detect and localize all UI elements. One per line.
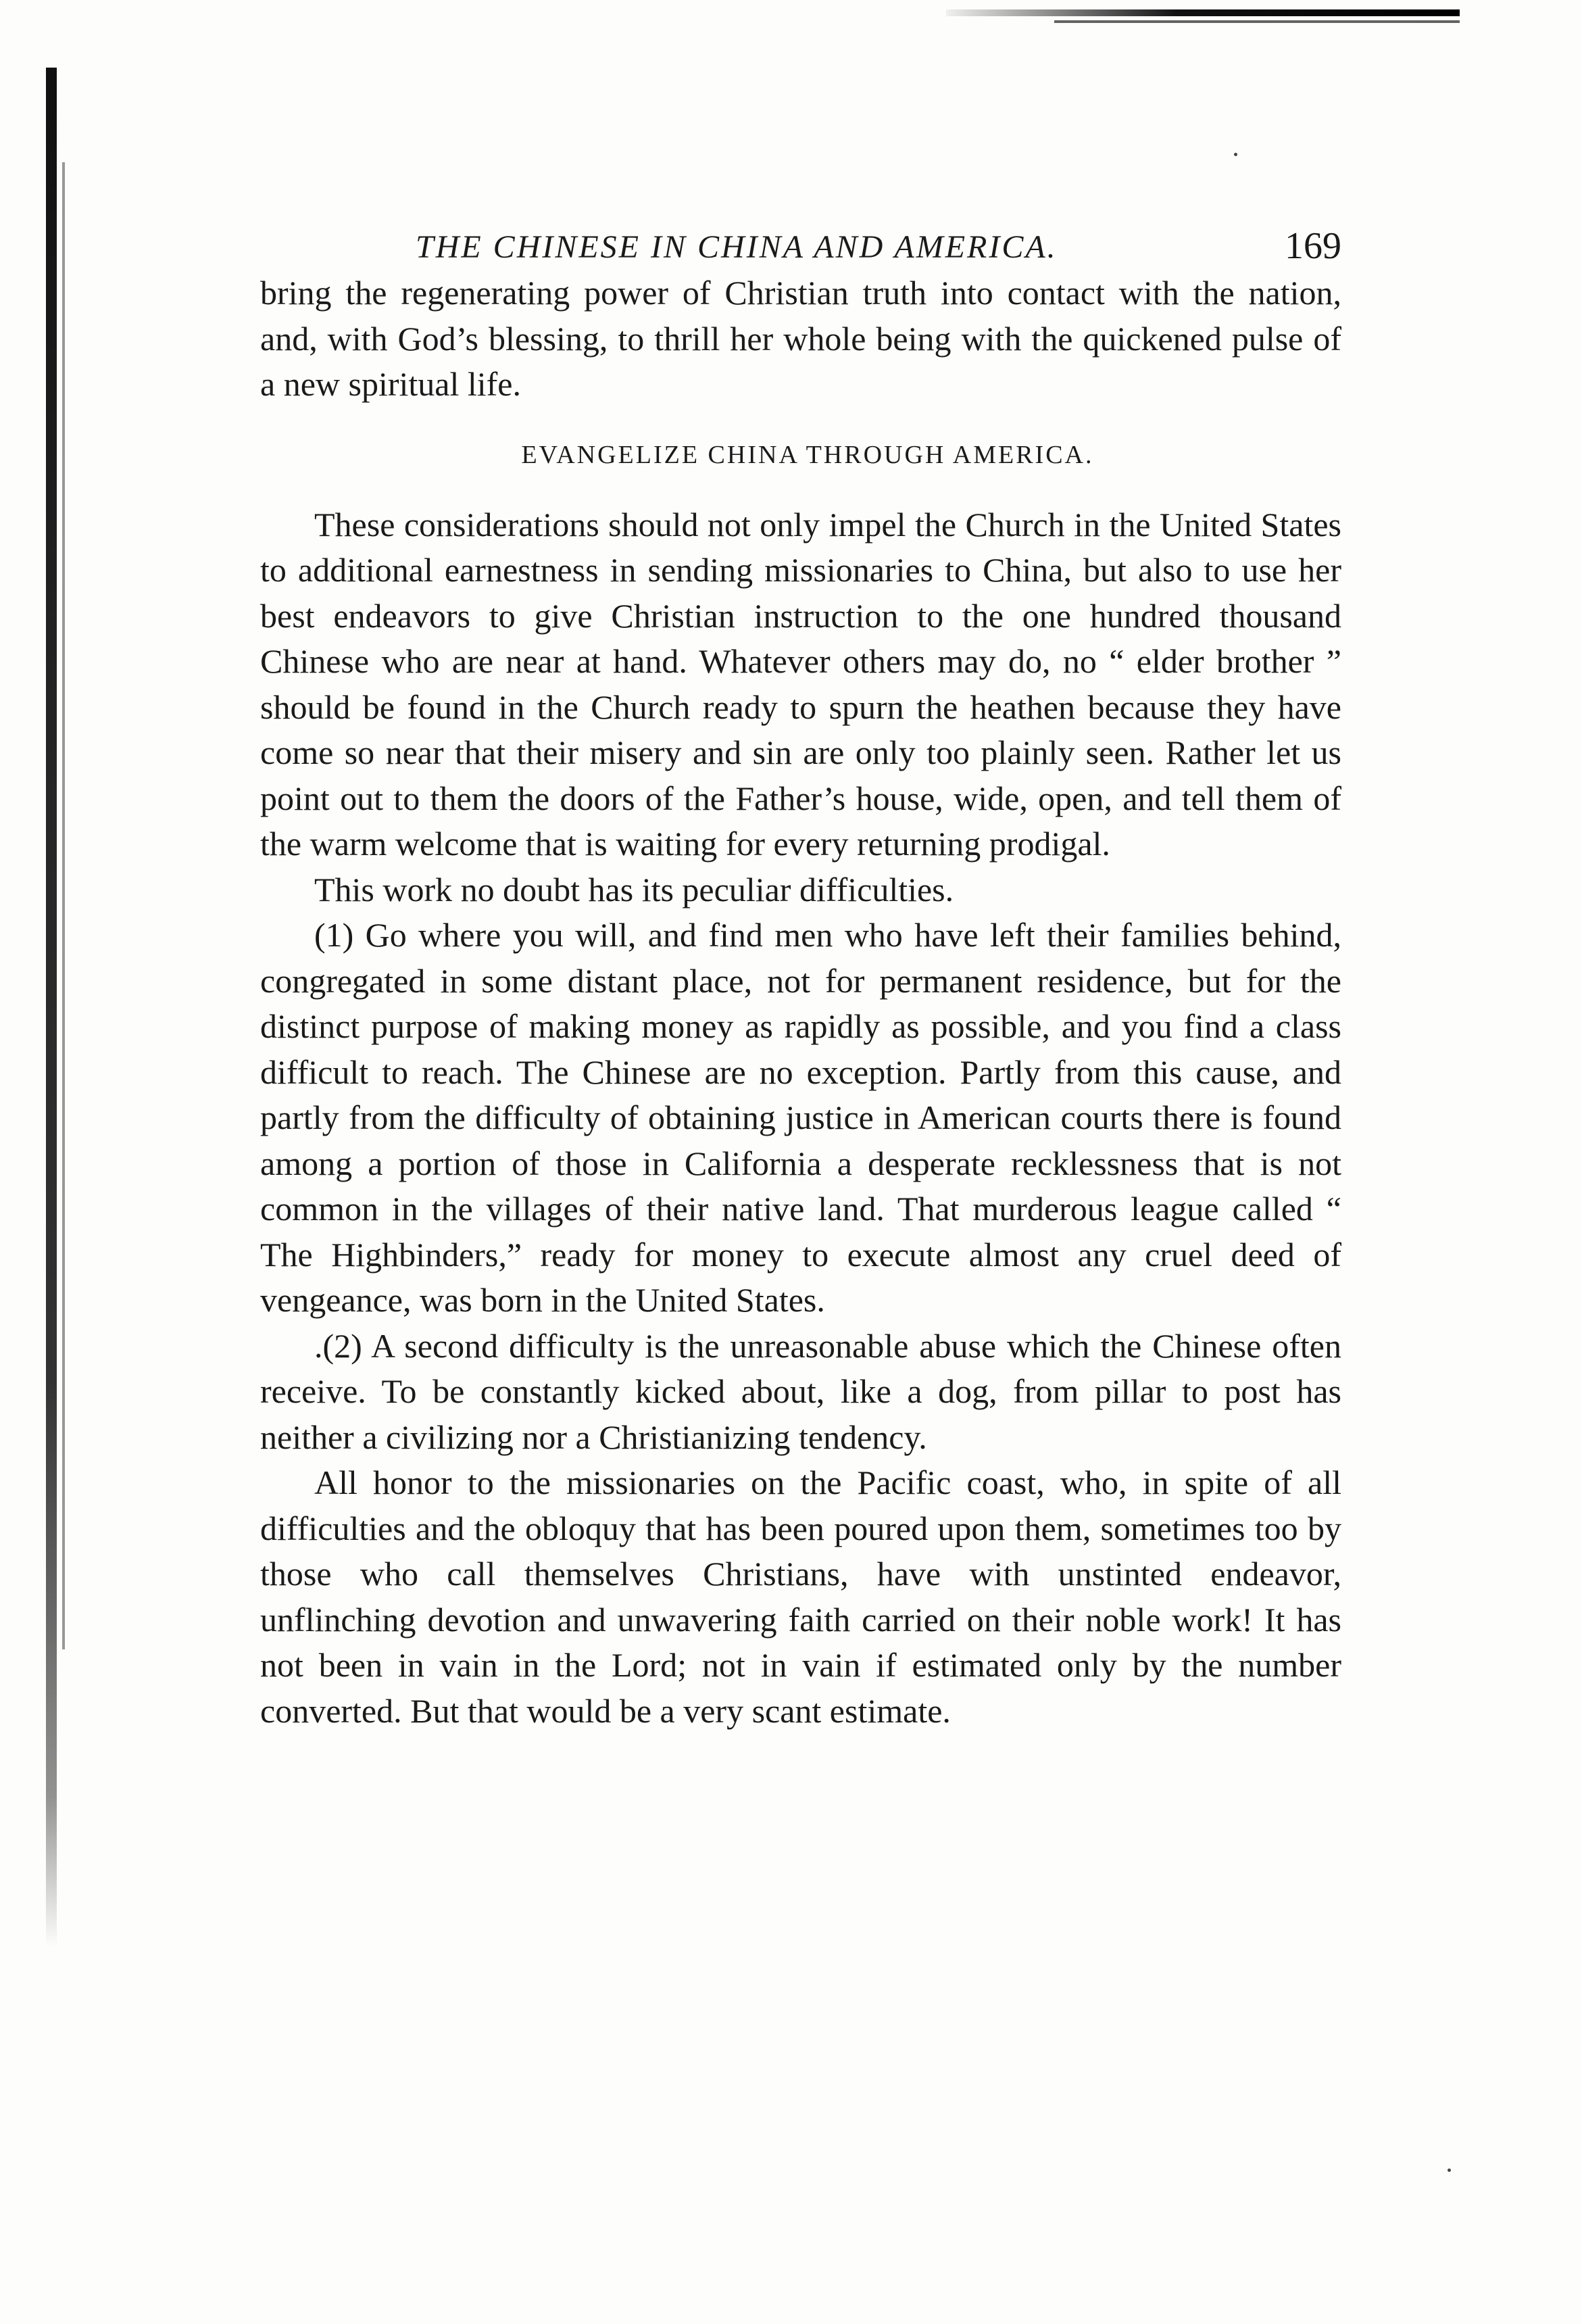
running-head [260,203,1341,270]
paragraph: All honor to the missionaries on the Pacific coast, who, in spite of all difficulties and the obloquy that has been poured upon them, sometimes too by those who call themselves Christians, have with unstinted endeavor, unflinching devotion and unwavering faith carried on their noble work! It has not been in vain in the Lord; not in vain if estimated only by the number converted. But that would be a very scant estimate. [260,1463,1341,1730]
paragraph: (1) Go where you will, and find men who have left their families behind, congregated in some distant place, not for permanent residence, but for the distinct purpose of making money as rapidly as possible, and you find a class difficult to reach. The Chinese are no exception. Partly from this cause, and partly from the difficulty of obtaining justice in American courts there is found among a portion of those in California a desperate recklessness that is not common in the villages of their native land. That murderous league called “ The Highbinders,” ready for money to execute almost any cruel deed of vengeance, was born in the United States. [260,916,1341,1319]
scan-top-rule [946,9,1460,16]
scan-top-rule-secondary [1054,20,1460,23]
scan-binding-shadow [62,162,65,1649]
section-heading: EVANGELIZE CHINA THROUGH AMERICA. [521,440,1094,469]
page-number: 169 [1285,225,1341,267]
paragraph: .(2) A second difficulty is the unreasonable abuse which the Chinese often receive. To be constantly kicked about, like a dog, from pillar to post has neither a civilizing nor a Christianizing tendency. [260,1326,1341,1456]
paragraph: This work no doubt has its peculiar difficulties. [314,870,954,909]
scan-speck [1234,153,1237,156]
scan-speck [1448,2169,1451,2172]
scan-binding-edge [46,68,57,1947]
paragraph-continued: bring the regenerating power of Christian truth into contact with the nation, and, with God’s blessing, to thrill her whole being with the quickened pulse of a new spiritual life. [260,274,1341,403]
page-text-block [260,203,1341,1734]
running-head-title: THE CHINESE IN CHINA AND AMERICA. [416,229,1058,265]
paragraph: These considerations should not only impel the Church in the United States to additional earnestness in sending missionaries to China, but also to use her best endeavors to give Christian instruction to the one hundred thousand Chinese who are near at hand. Whatever others may do, no “ elder brother ” should be found in the Church ready to spurn the heathen because they have come so near that their misery and sin are only too plainly seen. Rather let us point out to them the doors of the Father’s house, wide, open, and tell them of the warm welcome that is waiting for every returning prodigal. [260,505,1341,863]
